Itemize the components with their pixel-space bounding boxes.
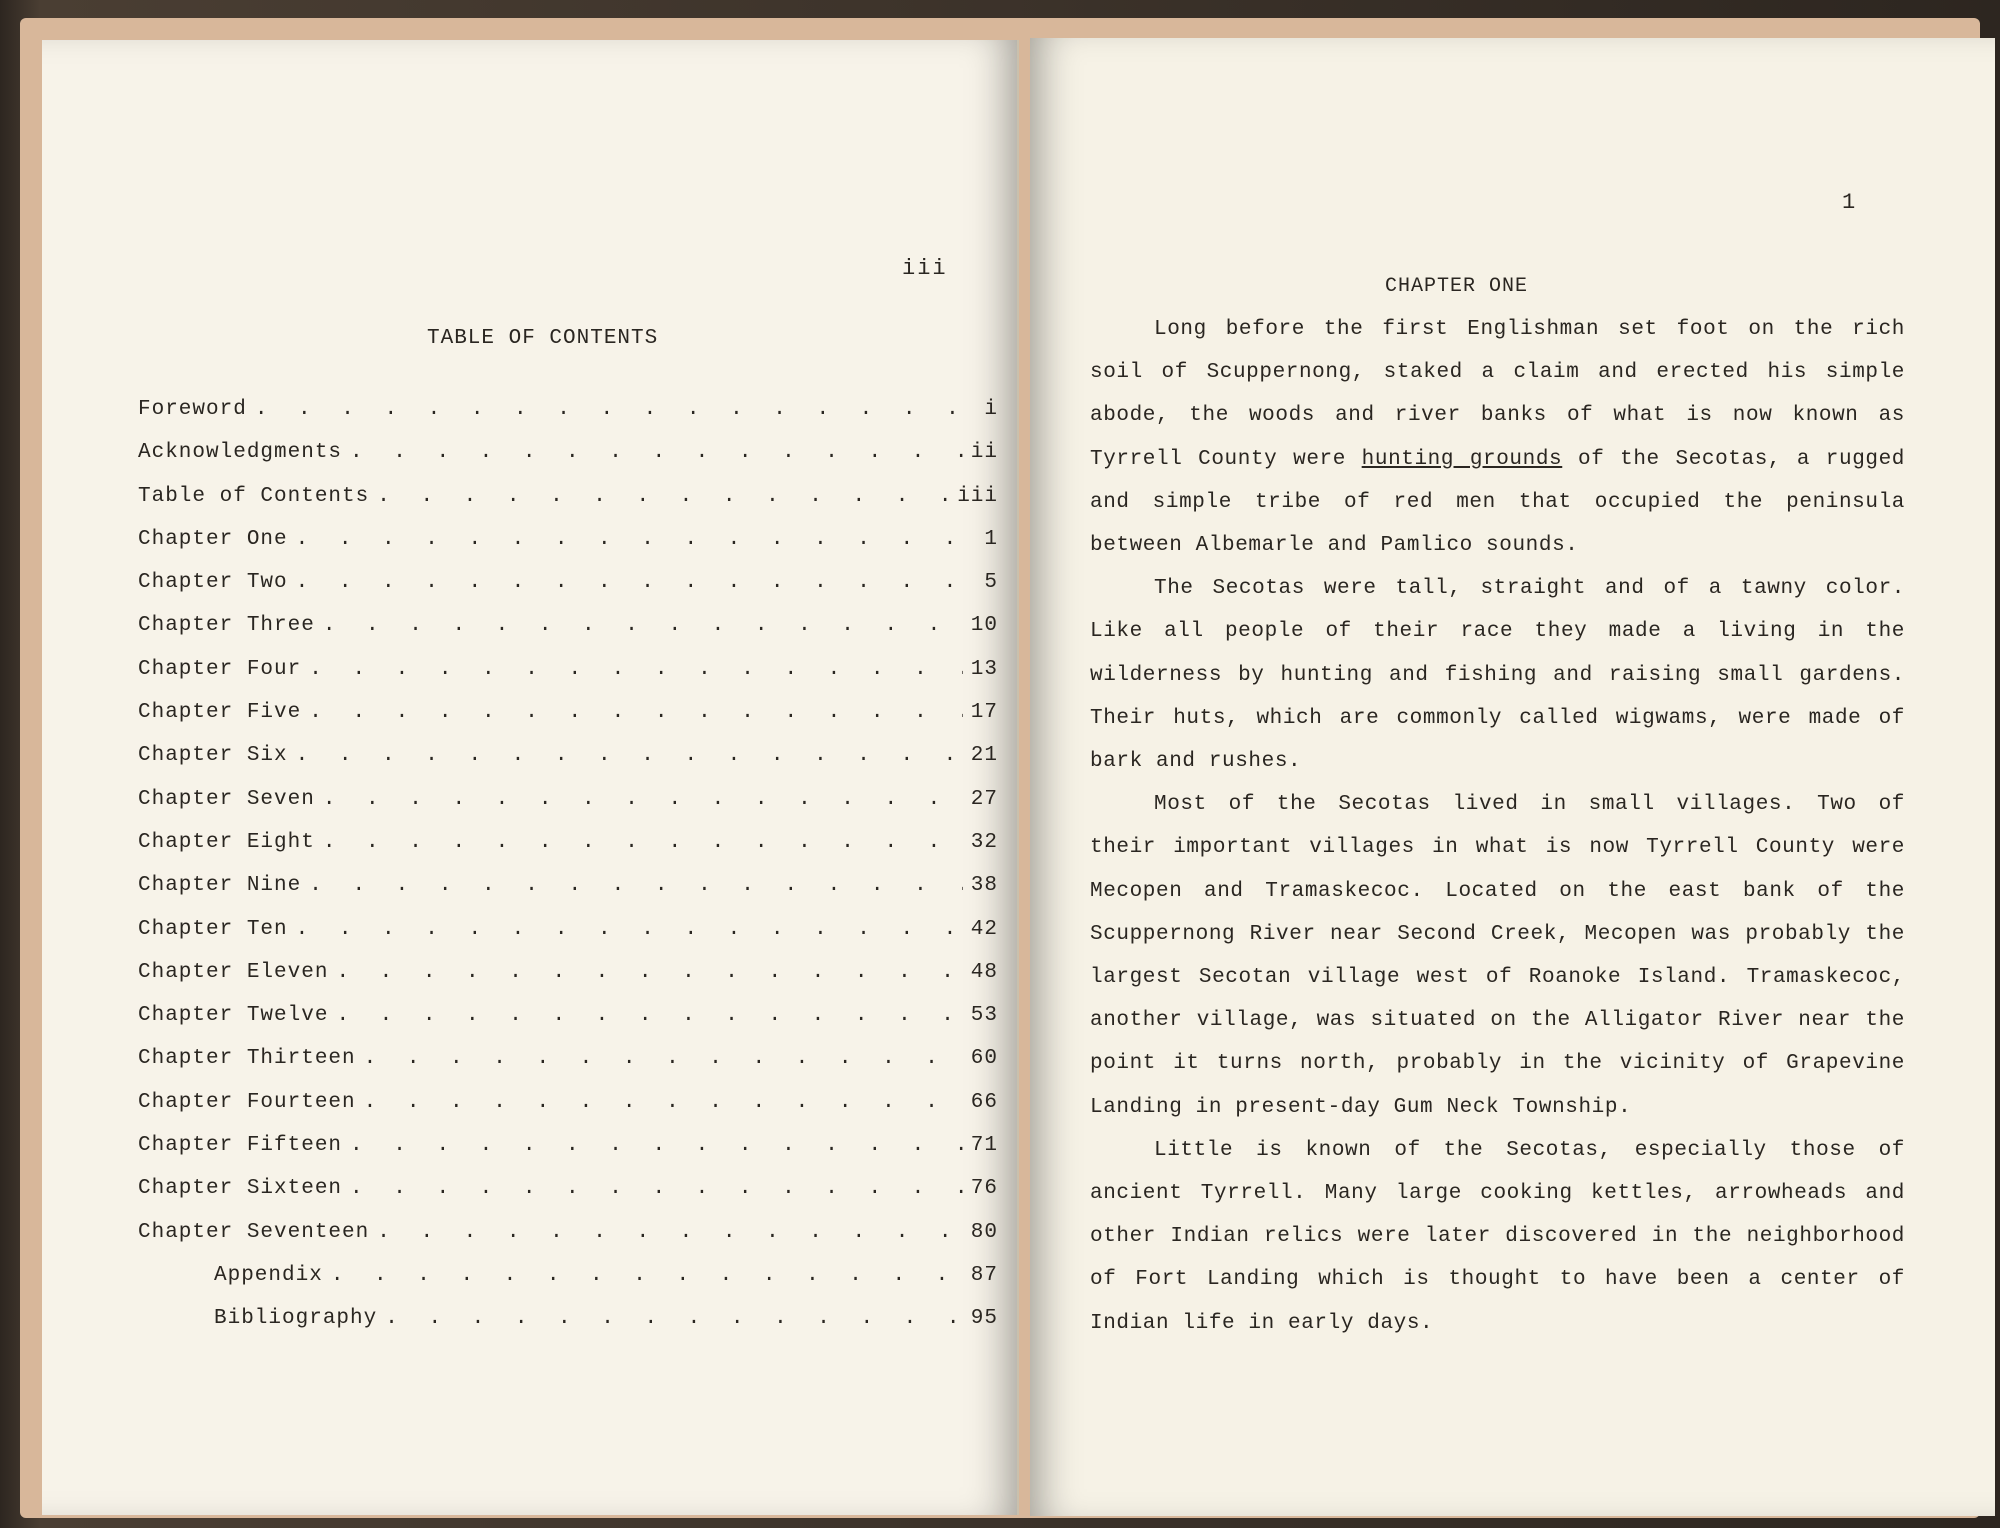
toc-entry: [138, 1307, 998, 1350]
toc-entry-page: ii: [970, 441, 998, 465]
toc-entry-page: 10: [970, 614, 998, 638]
toc-entry-label: Chapter Fourteen: [138, 1090, 356, 1114]
chapter-heading: CHAPTER ONE: [1385, 275, 1529, 298]
toc-entry-page: 17: [970, 701, 998, 725]
toc-entry: [138, 788, 998, 831]
toc-entry-label: Chapter Six: [138, 744, 288, 768]
toc-leader-dots: [296, 571, 977, 594]
toc-entry: [138, 701, 998, 744]
paragraph-3: Most of the Secotas lived in small villages. Two of their important villages in what is now Tyrrell County were Mecopen and Tramaskecoc. Located on the east bank of the Scuppernong River near Second Creek, Mecopen was probably the largest Secotan village west of Roanoke Island. Tramaskecoc, another village, was situated on the Alligator River near the point it turns north, probably in the vicinity of Grapevine Landing in present-day Gum Neck Township.: [1090, 793, 1905, 1119]
toc-entry-page: 76: [970, 1177, 998, 1201]
toc-entry-label: Foreword: [138, 398, 247, 421]
toc-entry: [138, 441, 998, 484]
toc-entry-label: Chapter Ten: [138, 917, 288, 941]
book-cover-edge: [20, 18, 1980, 1518]
toc-entry: [138, 744, 998, 787]
toc-entry-page: 32: [970, 830, 998, 854]
toc-entry-page: 60: [970, 1047, 998, 1071]
toc-entry-label: Chapter Twelve: [138, 1004, 329, 1028]
toc-entry-label: Chapter Eleven: [138, 960, 329, 984]
right-page-number: 1: [1842, 190, 1858, 215]
paragraph-1-text-b: of the Secotas, a rugged and simple tribe of red men that occupied the peninsula between Albemarle and Pamlico sounds.: [1090, 447, 1906, 558]
toc-entry-page: 87: [970, 1263, 998, 1287]
toc-entry-label: Chapter Fifteen: [138, 1134, 343, 1158]
paragraph-4: Little is known of the Secotas, especially those of ancient Tyrrell. Many large cooking kettles, arrowheads and other Indian relics were later discovered in the neighborhood of Fort Landing which is thought to have been a center of Indian life in early days.: [1090, 1138, 1905, 1335]
toc-entry: [138, 1047, 998, 1090]
toc-entry: [138, 1177, 998, 1220]
toc-leader-dots: [364, 1047, 963, 1070]
toc-leader-dots: [364, 1091, 963, 1114]
toc-list: [138, 398, 998, 1351]
toc-entry: [138, 831, 998, 874]
toc-entry-label: Bibliography: [214, 1307, 378, 1331]
toc-leader-dots: [309, 701, 963, 724]
toc-entry: [138, 1264, 998, 1307]
toc-entry-label: Table of Contents: [138, 484, 370, 508]
toc-leader-dots: [309, 658, 963, 681]
toc-entry-page: 48: [970, 960, 998, 984]
toc-entry-label: Chapter Sixteen: [138, 1177, 343, 1201]
toc-entry-page: 38: [970, 874, 998, 898]
paragraph-1: [1090, 308, 1905, 567]
toc-entry: [138, 1134, 998, 1177]
toc-leader-dots: [350, 441, 963, 464]
toc-entry-label: Chapter Two: [138, 571, 288, 595]
toc-entry-label: Chapter Seven: [138, 787, 315, 811]
toc-leader-dots: [385, 1307, 963, 1330]
toc-leader-dots: [377, 485, 949, 508]
paragraph-1-text-a: Long before the first Englishman set foot on the rich soil of Scuppernong, staked a claim and erected his simple abode, the woods and river banks of what is now known as Tyrrell County were: [1090, 318, 1905, 471]
toc-entry: [138, 658, 998, 701]
toc-entry: [138, 485, 998, 528]
left-page-number: iii: [902, 256, 948, 281]
chapter-body: [1090, 308, 1905, 1345]
toc-entry-page: 13: [970, 657, 998, 681]
toc-leader-dots: [331, 1264, 963, 1287]
toc-entry: [138, 528, 998, 571]
toc-leader-dots: [309, 874, 963, 897]
toc-leader-dots: [336, 1004, 962, 1027]
toc-entry: [138, 961, 998, 1004]
toc-entry-label: Chapter Eight: [138, 830, 315, 854]
toc-entry-page: 5: [984, 571, 998, 595]
toc-entry-page: 53: [970, 1004, 998, 1028]
toc-entry-label: Chapter Three: [138, 614, 315, 638]
toc-leader-dots: [323, 788, 963, 811]
toc-entry-page: 42: [970, 917, 998, 941]
toc-entry: [138, 1091, 998, 1134]
left-page: [42, 40, 1019, 1515]
toc-entry-label: Appendix: [214, 1263, 323, 1287]
toc-leader-dots: [296, 918, 963, 941]
toc-entry: [138, 1004, 998, 1047]
toc-entry-page: 21: [970, 744, 998, 768]
toc-entry-label: Chapter Thirteen: [138, 1047, 356, 1071]
toc-entry-label: Acknowledgments: [138, 441, 343, 465]
toc-entry: [138, 571, 998, 614]
toc-leader-dots: [296, 744, 963, 767]
underlined-phrase: hunting grounds: [1361, 447, 1563, 471]
toc-leader-dots: [377, 1221, 963, 1244]
toc-leader-dots: [323, 614, 963, 637]
toc-leader-dots: [296, 528, 977, 551]
toc-entry-label: Chapter Four: [138, 657, 302, 681]
toc-title: TABLE OF CONTENTS: [427, 327, 659, 350]
toc-entry: [138, 918, 998, 961]
toc-entry-page: i: [984, 398, 998, 421]
toc-leader-dots: [350, 1134, 963, 1157]
paragraph-2: The Secotas were tall, straight and of a tawny color. Like all people of their race they made a living in the wilderness by hunting and fishing and raising small gardens. Their huts, which are commonly called wigwams, were made of bark and rushes.: [1090, 577, 1905, 774]
toc-entry: [138, 398, 998, 441]
toc-entry-label: Chapter Seventeen: [138, 1220, 370, 1244]
toc-leader-dots: [323, 831, 963, 854]
toc-entry-page: 80: [970, 1220, 998, 1244]
toc-entry: [138, 874, 998, 917]
toc-entry-label: Chapter Five: [138, 701, 302, 725]
toc-entry-page: 27: [970, 787, 998, 811]
right-page: [1030, 38, 1995, 1516]
toc-leader-dots: [255, 398, 977, 421]
toc-leader-dots: [336, 961, 962, 984]
toc-entry-page: 1: [984, 527, 998, 551]
toc-entry-label: Chapter Nine: [138, 874, 302, 898]
toc-entry-page: iii: [957, 484, 998, 508]
toc-entry-page: 66: [970, 1090, 998, 1114]
toc-entry-page: 95: [970, 1307, 998, 1331]
toc-entry: [138, 1221, 998, 1264]
toc-leader-dots: [350, 1177, 963, 1200]
toc-entry-page: 71: [970, 1134, 998, 1158]
toc-entry: [138, 614, 998, 657]
toc-entry-label: Chapter One: [138, 527, 288, 551]
